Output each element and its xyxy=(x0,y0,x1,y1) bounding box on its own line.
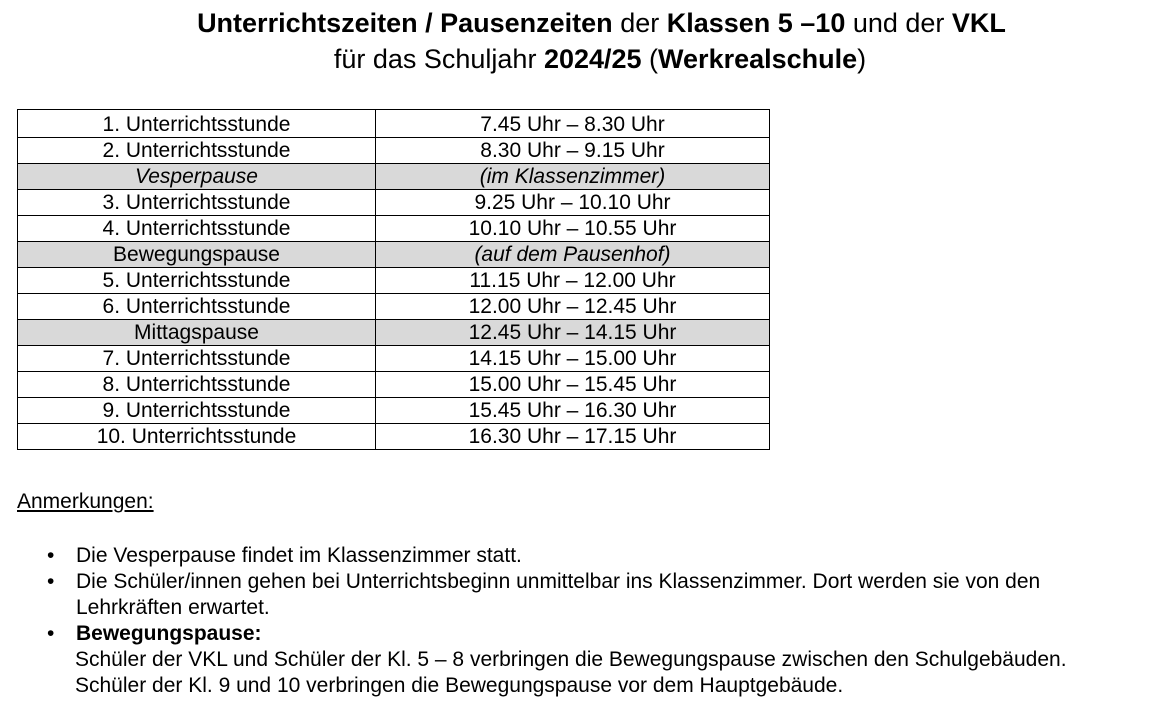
table-row xyxy=(18,268,770,294)
table-row xyxy=(18,346,770,372)
note-heading: Bewegungspause: xyxy=(76,622,262,645)
note-text-line2: Lehrkräften erwartet. xyxy=(76,596,270,619)
title-part-der: der xyxy=(612,8,667,38)
note-item-vesperpause xyxy=(17,543,1157,569)
period-time-cell: 15.00 Uhr – 15.45 Uhr xyxy=(376,372,770,398)
subtitle-part-schuljahr: für das Schuljahr xyxy=(333,44,544,74)
period-label-cell: 6. Unterrichtsstunde xyxy=(18,294,376,320)
period-label-cell: Vesperpause xyxy=(18,164,376,190)
period-time-cell: (auf dem Pausenhof) xyxy=(376,242,770,268)
notes-heading: Anmerkungen: xyxy=(17,490,154,513)
period-time-cell: (im Klassenzimmer) xyxy=(376,164,770,190)
note-item-bewegungspause xyxy=(17,621,1157,699)
period-time-cell: 10.10 Uhr – 10.55 Uhr xyxy=(376,216,770,242)
schedule-table-body xyxy=(18,110,770,450)
period-label-cell: 7. Unterrichtsstunde xyxy=(18,346,376,372)
period-time-cell: 16.30 Uhr – 17.15 Uhr xyxy=(376,424,770,450)
table-row xyxy=(18,294,770,320)
table-row xyxy=(18,424,770,450)
period-label-cell: Mittagspause xyxy=(18,320,376,346)
note-text-line1: Die Schüler/innen gehen bei Unterrichtsbeginn unmittelbar ins Klassenzimmer. Dort werden sie von den xyxy=(76,570,1041,593)
note-text-line1: Schüler der VKL und Schüler der Kl. 5 – 8 verbringen die Bewegungspause zwischen den Schulgebäuden. xyxy=(75,648,1067,671)
period-time-cell: 11.15 Uhr – 12.00 Uhr xyxy=(376,268,770,294)
period-label-cell: 5. Unterrichtsstunde xyxy=(18,268,376,294)
note-item-unterrichtsbeginn xyxy=(17,569,1157,621)
period-label-cell: 1. Unterrichtsstunde xyxy=(18,110,376,138)
page-subtitle xyxy=(0,43,1163,75)
table-row xyxy=(18,372,770,398)
period-label-cell: 8. Unterrichtsstunde xyxy=(18,372,376,398)
schedule-table xyxy=(17,109,770,450)
title-part-times: Unterrichtszeiten / Pausenzeiten xyxy=(197,8,613,38)
period-time-cell: 12.45 Uhr – 14.15 Uhr xyxy=(376,320,770,346)
title-part-vkl: VKL xyxy=(951,8,1006,38)
period-time-cell: 15.45 Uhr – 16.30 Uhr xyxy=(376,398,770,424)
subtitle-part-paren-close: ) xyxy=(857,44,867,74)
period-label-cell: 2. Unterrichtsstunde xyxy=(18,138,376,164)
table-row-pause xyxy=(18,242,770,268)
subtitle-part-school: Werkrealschule xyxy=(658,44,858,74)
bullet-icon: • xyxy=(47,570,55,593)
period-time-cell: 14.15 Uhr – 15.00 Uhr xyxy=(376,346,770,372)
bullet-icon: • xyxy=(47,544,55,567)
period-label-cell: 9. Unterrichtsstunde xyxy=(18,398,376,424)
table-row xyxy=(18,216,770,242)
subtitle-part-paren-open: ( xyxy=(641,44,659,74)
table-row xyxy=(18,398,770,424)
table-row-pause xyxy=(18,320,770,346)
table-row xyxy=(18,190,770,216)
period-time-cell: 12.00 Uhr – 12.45 Uhr xyxy=(376,294,770,320)
period-time-cell: 8.30 Uhr – 9.15 Uhr xyxy=(376,138,770,164)
period-label-cell: 4. Unterrichtsstunde xyxy=(18,216,376,242)
table-row xyxy=(18,110,770,138)
period-label-cell: Bewegungspause xyxy=(18,242,376,268)
period-time-cell: 9.25 Uhr – 10.10 Uhr xyxy=(376,190,770,216)
note-text-line2: Schüler der Kl. 9 und 10 verbringen die Bewegungspause vor dem Hauptgebäude. xyxy=(75,674,844,697)
period-time-cell: 7.45 Uhr – 8.30 Uhr xyxy=(376,110,770,138)
table-row-pause xyxy=(18,164,770,190)
note-text: Die Vesperpause findet im Klassenzimmer statt. xyxy=(76,544,522,567)
bullet-icon: • xyxy=(47,622,55,645)
table-row xyxy=(18,138,770,164)
title-part-und-der: und der xyxy=(845,8,952,38)
title-part-classes: Klassen 5 –10 xyxy=(666,8,846,38)
notes-list xyxy=(17,543,1157,699)
period-label-cell: 10. Unterrichtsstunde xyxy=(18,424,376,450)
subtitle-part-year: 2024/25 xyxy=(543,44,642,74)
period-label-cell: 3. Unterrichtsstunde xyxy=(18,190,376,216)
page-title xyxy=(0,7,1163,39)
